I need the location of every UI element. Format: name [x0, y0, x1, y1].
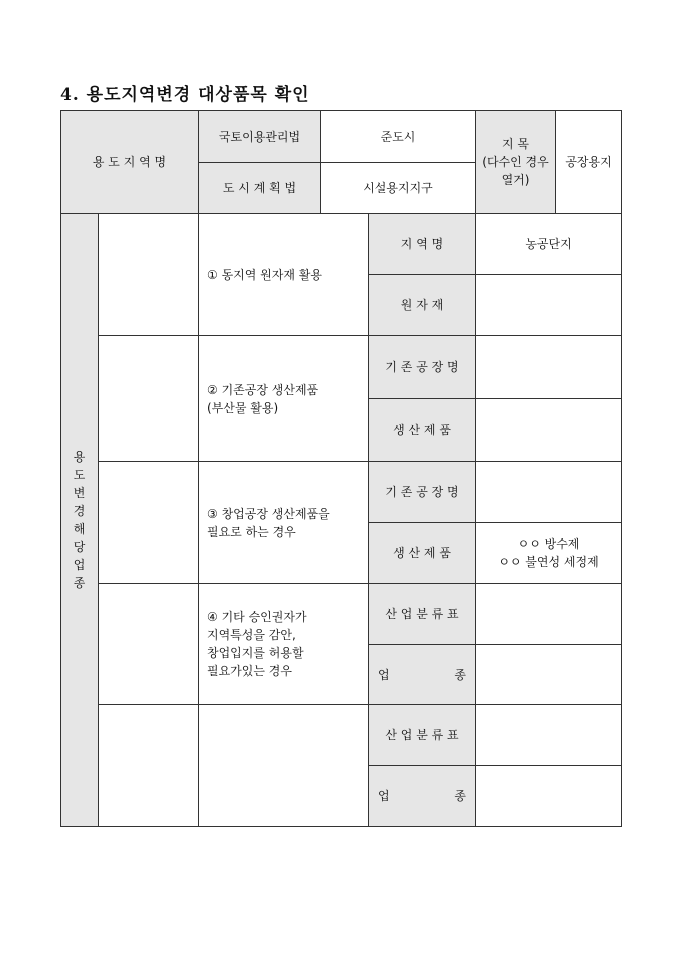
item-row-value [476, 766, 622, 827]
item-row-value [476, 584, 622, 645]
item-row-value: ㅇㅇ 방수제 ㅇㅇ 불연성 세정제 [476, 523, 622, 584]
item-description [199, 705, 369, 827]
item-row-label: 생 산 제 품 [369, 399, 476, 462]
item-code-cell [99, 705, 199, 827]
item-code-cell [99, 336, 199, 462]
national-land-value: 준도시 [321, 111, 476, 163]
item-description: ① 동지역 원자재 활용 [199, 214, 369, 336]
zone-name-label: 용 도 지 역 명 [61, 111, 199, 214]
zone-change-form [60, 110, 622, 827]
item-description: ③ 창업공장 생산제품을 필요로 하는 경우 [199, 462, 369, 584]
item-row-value: 농공단지 [476, 214, 622, 275]
side-label: 용 도 변 경 해 당 업 종 [61, 214, 99, 827]
item-code-cell [99, 214, 199, 336]
item-row-value [476, 399, 622, 462]
item-row-value [476, 275, 622, 336]
item-row-label: 산 업 분 류 표 [369, 705, 476, 766]
item-code-cell [99, 584, 199, 705]
item-row-value [476, 705, 622, 766]
national-land-law-label: 국토이용관리법 [199, 111, 321, 163]
item-row-label: 지 역 명 [369, 214, 476, 275]
item-code-cell [99, 462, 199, 584]
section-title: 4. 용도지역변경 대상품목 확인 [60, 85, 310, 105]
item-row-label: 업 종 [369, 645, 476, 705]
item-row-value [476, 462, 622, 523]
item-row-label: 생 산 제 품 [369, 523, 476, 584]
item-description: ② 기존공장 생산제품 (부산물 활용) [199, 336, 369, 462]
item-row-label: 기 존 공 장 명 [369, 462, 476, 523]
item-row-label: 원 자 재 [369, 275, 476, 336]
item-row-label: 업 종 [369, 766, 476, 827]
item-row-value [476, 645, 622, 705]
urban-plan-law-label: 도 시 계 획 법 [199, 163, 321, 214]
land-category-label: 지 목 (다수인 경우 열거) [476, 111, 556, 214]
item-row-label: 산 업 분 류 표 [369, 584, 476, 645]
item-row-value [476, 336, 622, 399]
land-category-value: 공장용지 [556, 111, 622, 214]
item-row-label: 기 존 공 장 명 [369, 336, 476, 399]
urban-plan-value: 시설용지지구 [321, 163, 476, 214]
item-description: ④ 기타 승인권자가 지역특성을 감안, 창업입지를 허용할 필요가있는 경우 [199, 584, 369, 705]
